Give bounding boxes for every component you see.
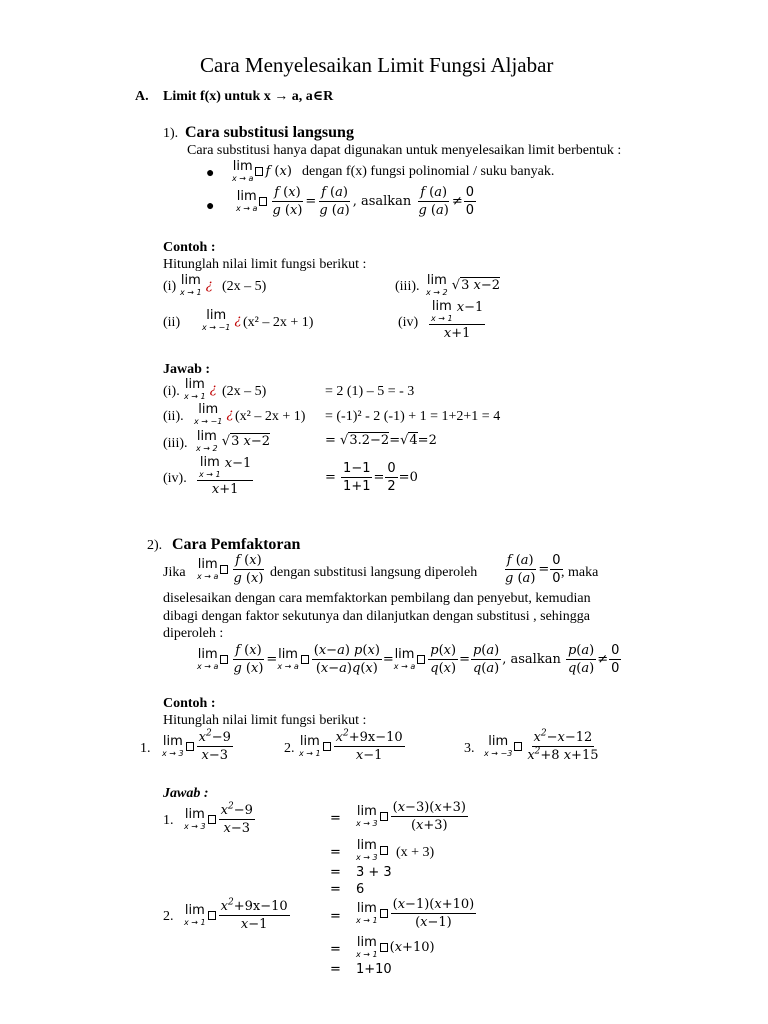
ans1-step1: lim x → 3 $\frac{(x-3)(x+3)}{(x+3)}$ xyxy=(356,800,466,833)
answer-ii-limit: lim x → −1 ¿ xyxy=(194,402,234,426)
ans2-step1: lim x → 1 $\frac{(x-1)(x+10)}{(x-1)}$ xyxy=(356,897,475,930)
example-iv-formula: lim x → 1 x−1 x+1 xyxy=(431,299,484,341)
ans2-eq-2: = xyxy=(330,942,341,957)
ans2-label: 2. xyxy=(163,909,174,924)
section-a-letter: A. xyxy=(135,89,149,104)
ans2-step2: lim x → 1 (x+10) xyxy=(356,935,435,959)
ans2-formula: lim x → 1 $\frac{x^2+9x-10}{x-1}$ xyxy=(184,897,288,932)
ans1-step4: 6 xyxy=(356,882,365,897)
method2-condition-ratio: $\frac{f (a)}{g (a)}$ = $\frac{0}{0}$ xyxy=(505,553,561,586)
ans2-eq-3: = xyxy=(330,962,341,977)
answer-iv-formula: lim x → 1 x−1 x+1 xyxy=(199,455,252,497)
ans1-eq-3: = xyxy=(330,865,341,880)
answer-i-limit: lim x → 1 ¿ xyxy=(184,377,217,401)
section-a-heading: Limit f(x) untuk x → a, a∈R xyxy=(163,89,334,104)
example-i-expr: (2x – 5) xyxy=(222,279,267,294)
ex3-formula: lim x → −3 $\frac{x^2-x-12}{x^2+8 x+15}$ xyxy=(484,728,599,763)
example-iii-formula: lim x → 2 √3 x−2 xyxy=(426,273,500,297)
ans1-step3: 3 + 3 xyxy=(356,865,392,880)
answer-ii-result: = (-1)² - 2 (-1) + 1 = 1+2+1 = 4 xyxy=(325,409,501,424)
method2-maka: , maka xyxy=(561,565,599,580)
ans2-step4: 1+10 xyxy=(356,962,392,977)
bullet-1: ● xyxy=(206,166,215,181)
bullet1-formula: lim x → a f (x) xyxy=(232,159,292,183)
method2-jika: Jika xyxy=(163,565,186,580)
bullet2-formula: lim x → a $\frac{f (x)}{g (x)}$ = $\frac{f (a)}{g (a)}$ , asalkan $\frac{f (a)}{g (a)}$ ≠ $\frac{0}{0}$ xyxy=(236,185,475,218)
ans1-formula: lim x → 3 $\frac{x^2-9}{x-3}$ xyxy=(184,801,253,836)
ex2-formula: lim x → 1 $\frac{x^2+9x-10}{x-1}$ xyxy=(299,728,403,763)
answer-i-result: = 2 (1) – 5 = - 3 xyxy=(325,384,415,399)
bullet-2: ● xyxy=(206,199,215,214)
method2-asalkan: , asalkan xyxy=(502,652,561,667)
bullet2-asalkan: , asalkan xyxy=(352,194,412,209)
answer-iv-result: = $\frac{1-1}{1+1}$ = $\frac{0}{2}$ =0 xyxy=(325,461,418,494)
method2-para-line2: dibagi dengan faktor sekutunya dan dilanjutkan dengan substitusi , sehingga xyxy=(163,609,590,624)
ex2-label: 2. xyxy=(284,741,295,756)
answer-i-expr: (2x – 5) xyxy=(222,384,267,399)
ex1-formula: lim x → 3 $\frac{x^2-9}{x-3}$ xyxy=(162,728,231,763)
ans1-eq-1: = xyxy=(330,811,341,826)
example-ii-limit: lim x → −1 ¿ xyxy=(202,308,242,332)
method2-jawab-label: Jawab : xyxy=(163,786,209,801)
page-title: Cara Menyelesaikan Limit Fungsi Aljabar xyxy=(200,53,554,77)
ans2-eq-1: = xyxy=(330,909,341,924)
method2-number: 2). xyxy=(147,538,163,553)
answer-iv-label: (iv). xyxy=(163,471,187,486)
method2-condition-limit: lim x → a $\frac{f (x)}{g (x)}$ xyxy=(197,553,264,586)
ans1-step2-limit: lim x → 3 xyxy=(356,839,390,862)
method1-jawab-label: Jawab : xyxy=(163,362,211,377)
ans1-eq-4: = xyxy=(330,882,341,897)
answer-iii-result: = √3.2−2=√4=2 xyxy=(325,433,437,448)
example-iv-label: (iv) xyxy=(398,315,419,330)
bullet1-text: dengan f(x) fungsi polinomial / suku banyak. xyxy=(302,164,555,179)
method1-number: 1). xyxy=(163,126,179,141)
method1-contoh-prompt: Hitunglah nilai limit fungsi berikut : xyxy=(163,257,367,272)
ans1-step2-tail: (x + 3) xyxy=(396,845,435,860)
ex1-label: 1. xyxy=(140,741,151,756)
answer-iii-formula: lim x → 2 √3 x−2 xyxy=(196,429,270,453)
ans1-eq-2: = xyxy=(330,845,341,860)
method2-contoh-prompt: Hitunglah nilai limit fungsi berikut : xyxy=(163,713,367,728)
method1-name: Cara substitusi langsung xyxy=(185,124,354,141)
method2-condition-text: dengan substitusi langsung diperoleh xyxy=(270,565,478,580)
answer-i-label: (i). xyxy=(163,384,180,399)
example-iii-label: (iii). xyxy=(395,279,420,294)
method2-general-formula: lim x → a $\frac{f (x)}{g (x)}$ = lim x → a $\frac{(x-a) p(x)}{(x-a)q(x)}$ = lim x → a $\frac{p(x)}{q(x)}$ = $\frac{p(a)}{q(a)}$ , asalkan $\frac{p(a)}{q(a)}$ ≠ $\frac{0}{0}$ xyxy=(197,643,620,676)
ans1-label: 1. xyxy=(163,813,174,828)
answer-iii-label: (iii). xyxy=(163,436,188,451)
method1-contoh-label: Contoh : xyxy=(163,240,216,255)
answer-ii-label: (ii). xyxy=(163,409,184,424)
example-i-label: (i) xyxy=(163,279,177,294)
example-i-limit: lim x → 1 ¿ xyxy=(180,273,213,297)
method2-para-line3: diperoleh : xyxy=(163,626,224,641)
method2-contoh-label: Contoh : xyxy=(163,696,216,711)
method2-para-line1: diselesaikan dengan cara memfaktorkan pembilang dan penyebut, kemudian xyxy=(163,591,591,606)
method1-intro: Cara substitusi hanya dapat digunakan untuk menyelesaikan limit berbentuk : xyxy=(187,143,622,158)
example-ii-expr: (x² – 2x + 1) xyxy=(243,315,314,330)
ex3-label: 3. xyxy=(464,741,475,756)
example-ii-label: (ii) xyxy=(163,315,181,330)
answer-ii-expr: (x² – 2x + 1) xyxy=(235,409,306,424)
method2-name: Cara Pemfaktoran xyxy=(172,536,301,553)
